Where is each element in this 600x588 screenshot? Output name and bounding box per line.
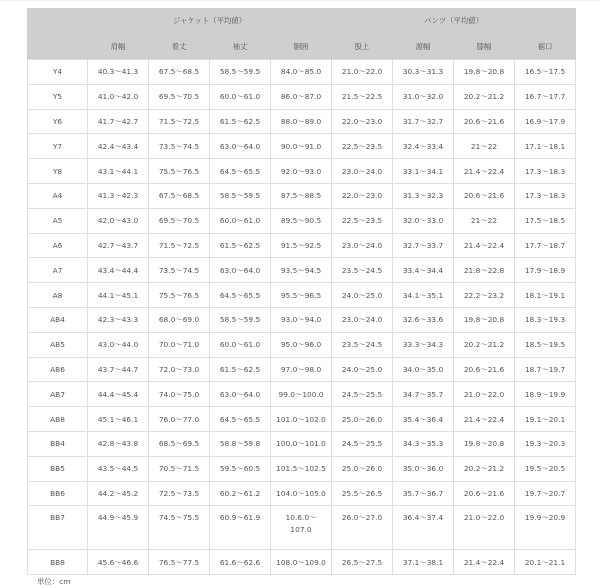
measurement-cell: 87.5～88.5 — [271, 183, 332, 208]
size-label: AB5 — [28, 332, 88, 357]
measurement-cell: 68.5～69.5 — [149, 431, 210, 456]
measurement-cell: 32.0～33.0 — [393, 208, 454, 233]
column-header-thigh: 渡幅 — [393, 33, 454, 60]
measurement-cell: 20.2～21.2 — [454, 332, 515, 357]
measurement-cell: 86.0～87.0 — [271, 84, 332, 109]
measurement-cell: 60.0～61.0 — [210, 84, 271, 109]
measurement-cell: 18.5～19.5 — [515, 332, 576, 357]
measurement-cell: 31.0～32.0 — [393, 84, 454, 109]
measurement-cell: 37.1～38.1 — [393, 550, 454, 575]
measurement-cell: 58.5～59.5 — [210, 307, 271, 332]
measurement-cell: 23.0～24.0 — [332, 233, 393, 258]
measurement-cell: 16.9～17.9 — [515, 109, 576, 134]
measurement-cell: 43.4～44.4 — [88, 258, 149, 283]
measurement-cell: 32.6～33.6 — [393, 307, 454, 332]
measurement-cell: 95.5～96.5 — [271, 283, 332, 308]
measurement-cell: 30.3～31.3 — [393, 60, 454, 85]
measurement-cell: 22.0～23.0 — [332, 183, 393, 208]
measurement-cell: 43.7～44.7 — [88, 357, 149, 382]
size-label: Y7 — [28, 134, 88, 159]
measurement-cell: 63.0～64.0 — [210, 134, 271, 159]
unit-note: 単位：cm — [37, 577, 71, 586]
measurement-cell: 42.0～43.0 — [88, 208, 149, 233]
measurement-cell: 41.7～42.7 — [88, 109, 149, 134]
measurement-cell: 61.5～62.5 — [210, 357, 271, 382]
measurement-cell: 19.8～20.8 — [454, 307, 515, 332]
measurement-cell: 63.0～64.0 — [210, 258, 271, 283]
size-label: BB7 — [28, 506, 88, 550]
size-label: BB4 — [28, 431, 88, 456]
measurement-cell: 21.8～22.8 — [454, 258, 515, 283]
measurement-cell: 22.0～23.0 — [332, 109, 393, 134]
corner-cell — [28, 8, 88, 33]
measurement-cell: 59.5～60.5 — [210, 456, 271, 481]
measurement-cell: 21～22 — [454, 134, 515, 159]
measurement-cell: 75.5～76.5 — [149, 283, 210, 308]
measurement-cell: 61.6～62.6 — [210, 550, 271, 575]
column-header-size — [28, 33, 88, 60]
table-row — [28, 60, 576, 85]
table-row — [28, 183, 576, 208]
measurement-cell: 23.0～24.0 — [332, 307, 393, 332]
size-label: A6 — [28, 233, 88, 258]
measurement-cell: 67.5～68.5 — [149, 183, 210, 208]
measurement-cell: 34.7～35.7 — [393, 382, 454, 407]
measurement-cell: 91.5～92.5 — [271, 233, 332, 258]
size-label: AB6 — [28, 357, 88, 382]
measurement-cell: 75.5～76.5 — [149, 159, 210, 184]
table-row — [28, 481, 576, 506]
measurement-cell: 20.2～21.2 — [454, 84, 515, 109]
measurement-cell: 34.0～35.0 — [393, 357, 454, 382]
measurement-cell: 69.5～70.5 — [149, 208, 210, 233]
measurement-cell: 71.5～72.5 — [149, 109, 210, 134]
top-divider — [0, 0, 600, 1]
measurement-cell: 10.6.0～ 107.0 — [271, 506, 332, 550]
measurement-cell: 32.7～33.7 — [393, 233, 454, 258]
table-row — [28, 159, 576, 184]
measurement-cell: 60.2～61.2 — [210, 481, 271, 506]
table-row — [28, 84, 576, 109]
measurement-cell: 21～22 — [454, 208, 515, 233]
measurement-cell: 61.5～62.5 — [210, 109, 271, 134]
size-label: BB5 — [28, 456, 88, 481]
measurement-cell: 88.0～89.0 — [271, 109, 332, 134]
measurement-cell: 19.8～20.8 — [454, 431, 515, 456]
measurement-cell: 60.0～61.0 — [210, 332, 271, 357]
measurement-cell: 43.5～44.5 — [88, 456, 149, 481]
measurement-cell: 18.1～19.1 — [515, 283, 576, 308]
measurement-cell: 23.0～24.0 — [332, 159, 393, 184]
column-header-row — [28, 33, 576, 60]
measurement-cell: 60.9～61.9 — [210, 506, 271, 550]
measurement-cell: 32.4～33.4 — [393, 134, 454, 159]
measurement-cell: 33.3～34.3 — [393, 332, 454, 357]
column-header-waist: 胴囲 — [271, 33, 332, 60]
measurement-cell: 31.3～32.3 — [393, 183, 454, 208]
measurement-cell: 72.5～73.5 — [149, 481, 210, 506]
measurement-cell: 41.3～42.3 — [88, 183, 149, 208]
measurement-cell: 18.3～19.3 — [515, 307, 576, 332]
size-chart-table — [27, 8, 576, 575]
measurement-cell: 21.0～22.0 — [332, 60, 393, 85]
table-row — [28, 407, 576, 432]
measurement-cell: 60.0～61.0 — [210, 208, 271, 233]
column-header-hem: 裾口 — [515, 33, 576, 60]
measurement-cell: 72.0～73.0 — [149, 357, 210, 382]
measurement-cell: 108.0～109.0 — [271, 550, 332, 575]
measurement-cell: 74.0～75.0 — [149, 382, 210, 407]
measurement-cell: 73.5～74.5 — [149, 258, 210, 283]
measurement-cell: 35.0～36.0 — [393, 456, 454, 481]
measurement-cell: 26.5～27.5 — [332, 550, 393, 575]
size-label: A8 — [28, 283, 88, 308]
size-label: AB8 — [28, 407, 88, 432]
measurement-cell: 58.5～59.5 — [210, 183, 271, 208]
size-label: Y8 — [28, 159, 88, 184]
measurement-cell: 16.7～17.7 — [515, 84, 576, 109]
measurement-cell: 43.1～44.1 — [88, 159, 149, 184]
measurement-cell: 64.5～65.5 — [210, 407, 271, 432]
size-label: AB7 — [28, 382, 88, 407]
measurement-cell: 21.4～22.4 — [454, 233, 515, 258]
measurement-cell: 45.1～46.1 — [88, 407, 149, 432]
table-body — [28, 60, 576, 575]
group-header-jacket: ジャケット（平均値） — [88, 8, 332, 33]
measurement-cell: 33.1～34.1 — [393, 159, 454, 184]
column-header-sleeve: 袖丈 — [210, 33, 271, 60]
column-header-rise: 股上 — [332, 33, 393, 60]
measurement-cell: 99.0～100.0 — [271, 382, 332, 407]
measurement-cell: 35.4～36.4 — [393, 407, 454, 432]
size-label: AB4 — [28, 307, 88, 332]
measurement-cell: 64.5～65.5 — [210, 159, 271, 184]
table-row — [28, 134, 576, 159]
measurement-cell: 34.3～35.3 — [393, 431, 454, 456]
measurement-cell: 34.1～35.1 — [393, 283, 454, 308]
group-header-row — [28, 8, 576, 33]
size-label: Y5 — [28, 84, 88, 109]
measurement-cell: 42.8～43.8 — [88, 431, 149, 456]
measurement-cell: 24.0～25.0 — [332, 357, 393, 382]
measurement-cell: 93.0～94.0 — [271, 307, 332, 332]
measurement-cell: 20.1～21.1 — [515, 550, 576, 575]
measurement-cell: 76.0～77.0 — [149, 407, 210, 432]
measurement-cell: 76.5～77.5 — [149, 550, 210, 575]
table-row — [28, 258, 576, 283]
measurement-cell: 16.5～17.5 — [515, 60, 576, 85]
measurement-cell: 25.0～26.0 — [332, 456, 393, 481]
measurement-cell: 24.5～25.5 — [332, 382, 393, 407]
measurement-cell: 21.4～22.4 — [454, 550, 515, 575]
table-row — [28, 109, 576, 134]
measurement-cell: 25.5～26.5 — [332, 481, 393, 506]
measurement-cell: 31.7～32.7 — [393, 109, 454, 134]
measurement-cell: 26.0～27.0 — [332, 506, 393, 550]
measurement-cell: 100.0～101.0 — [271, 431, 332, 456]
table-row — [28, 550, 576, 575]
measurement-cell: 17.5～18.5 — [515, 208, 576, 233]
measurement-cell: 67.5～68.5 — [149, 60, 210, 85]
column-header-knee: 膝幅 — [454, 33, 515, 60]
measurement-cell: 42.3～43.3 — [88, 307, 149, 332]
size-label: Y4 — [28, 60, 88, 85]
measurement-cell: 89.5～90.5 — [271, 208, 332, 233]
measurement-cell: 21.4～22.4 — [454, 407, 515, 432]
table-row — [28, 332, 576, 357]
measurement-cell: 17.7～18.7 — [515, 233, 576, 258]
table-row — [28, 431, 576, 456]
measurement-cell: 19.9～20.9 — [515, 506, 576, 550]
measurement-cell: 42.4～43.4 — [88, 134, 149, 159]
measurement-cell: 24.5～25.5 — [332, 431, 393, 456]
measurement-cell: 92.0～93.0 — [271, 159, 332, 184]
measurement-cell: 35.7～36.7 — [393, 481, 454, 506]
measurement-cell: 101.5～102.5 — [271, 456, 332, 481]
measurement-cell: 44.9～45.9 — [88, 506, 149, 550]
measurement-cell: 19.1～20.1 — [515, 407, 576, 432]
measurement-cell: 24.0～25.0 — [332, 283, 393, 308]
table-row — [28, 283, 576, 308]
measurement-cell: 95.0～96.0 — [271, 332, 332, 357]
measurement-cell: 23.5～24.5 — [332, 258, 393, 283]
measurement-cell: 104.0～105.0 — [271, 481, 332, 506]
measurement-cell: 21.0～22.0 — [454, 506, 515, 550]
measurement-cell: 20.2～21.2 — [454, 456, 515, 481]
group-header-pants: パンツ（平均値） — [332, 8, 576, 33]
measurement-cell: 20.6～21.6 — [454, 357, 515, 382]
table-row — [28, 307, 576, 332]
measurement-cell: 97.0～98.0 — [271, 357, 332, 382]
size-label: BB6 — [28, 481, 88, 506]
measurement-cell: 73.5～74.5 — [149, 134, 210, 159]
measurement-cell: 74.5～75.5 — [149, 506, 210, 550]
measurement-cell: 33.4～34.4 — [393, 258, 454, 283]
measurement-cell: 19.5～20.5 — [515, 456, 576, 481]
measurement-cell: 20.6～21.6 — [454, 109, 515, 134]
measurement-cell: 68.0～69.0 — [149, 307, 210, 332]
measurement-cell: 19.3～20.3 — [515, 431, 576, 456]
measurement-cell: 17.3～18.3 — [515, 159, 576, 184]
column-header-shoulder: 肩幅 — [88, 33, 149, 60]
table-row — [28, 506, 576, 550]
measurement-cell: 19.8～20.8 — [454, 60, 515, 85]
measurement-cell: 18.9～19.9 — [515, 382, 576, 407]
measurement-cell: 22.5～23.5 — [332, 134, 393, 159]
size-label: A5 — [28, 208, 88, 233]
measurement-cell: 93.5～94.5 — [271, 258, 332, 283]
measurement-cell: 71.5～72.5 — [149, 233, 210, 258]
table-row — [28, 382, 576, 407]
measurement-cell: 22.2～23.2 — [454, 283, 515, 308]
measurement-cell: 63.0～64.0 — [210, 382, 271, 407]
measurement-cell: 42.7～43.7 — [88, 233, 149, 258]
measurement-cell: 70.5～71.5 — [149, 456, 210, 481]
measurement-cell: 45.6～46.6 — [88, 550, 149, 575]
size-label: A4 — [28, 183, 88, 208]
measurement-cell: 21.0～22.0 — [454, 382, 515, 407]
table-row — [28, 208, 576, 233]
measurement-cell: 84.0～85.0 — [271, 60, 332, 85]
table-row — [28, 456, 576, 481]
measurement-cell: 69.5～70.5 — [149, 84, 210, 109]
measurement-cell: 58.5～59.5 — [210, 60, 271, 85]
measurement-cell: 40.3～41.3 — [88, 60, 149, 85]
measurement-cell: 43.0～44.0 — [88, 332, 149, 357]
size-label: A7 — [28, 258, 88, 283]
measurement-cell: 41.0～42.0 — [88, 84, 149, 109]
measurement-cell: 19.7～20.7 — [515, 481, 576, 506]
size-label: Y6 — [28, 109, 88, 134]
measurement-cell: 18.7～19.7 — [515, 357, 576, 382]
measurement-cell: 64.5～65.5 — [210, 283, 271, 308]
measurement-cell: 17.3～18.3 — [515, 183, 576, 208]
measurement-cell: 70.0～71.0 — [149, 332, 210, 357]
measurement-cell: 20.6～21.6 — [454, 481, 515, 506]
column-header-length: 着丈 — [149, 33, 210, 60]
measurement-cell: 21.4～22.4 — [454, 159, 515, 184]
measurement-cell: 36.4～37.4 — [393, 506, 454, 550]
table-row — [28, 233, 576, 258]
table-row — [28, 357, 576, 382]
size-label: BB8 — [28, 550, 88, 575]
measurement-cell: 20.6～21.6 — [454, 183, 515, 208]
measurement-cell: 44.2～45.2 — [88, 481, 149, 506]
measurement-cell: 44.1～45.1 — [88, 283, 149, 308]
measurement-cell: 22.5～23.5 — [332, 208, 393, 233]
measurement-cell: 21.5～22.5 — [332, 84, 393, 109]
measurement-cell: 90.0～91.0 — [271, 134, 332, 159]
measurement-cell: 101.0～102.0 — [271, 407, 332, 432]
measurement-cell: 23.5～24.5 — [332, 332, 393, 357]
measurement-cell: 17.1～18.1 — [515, 134, 576, 159]
measurement-cell: 61.5～62.5 — [210, 233, 271, 258]
measurement-cell: 58.8～59.8 — [210, 431, 271, 456]
measurement-cell: 17.9～18.9 — [515, 258, 576, 283]
measurement-cell: 25.0～26.0 — [332, 407, 393, 432]
measurement-cell: 44.4～45.4 — [88, 382, 149, 407]
